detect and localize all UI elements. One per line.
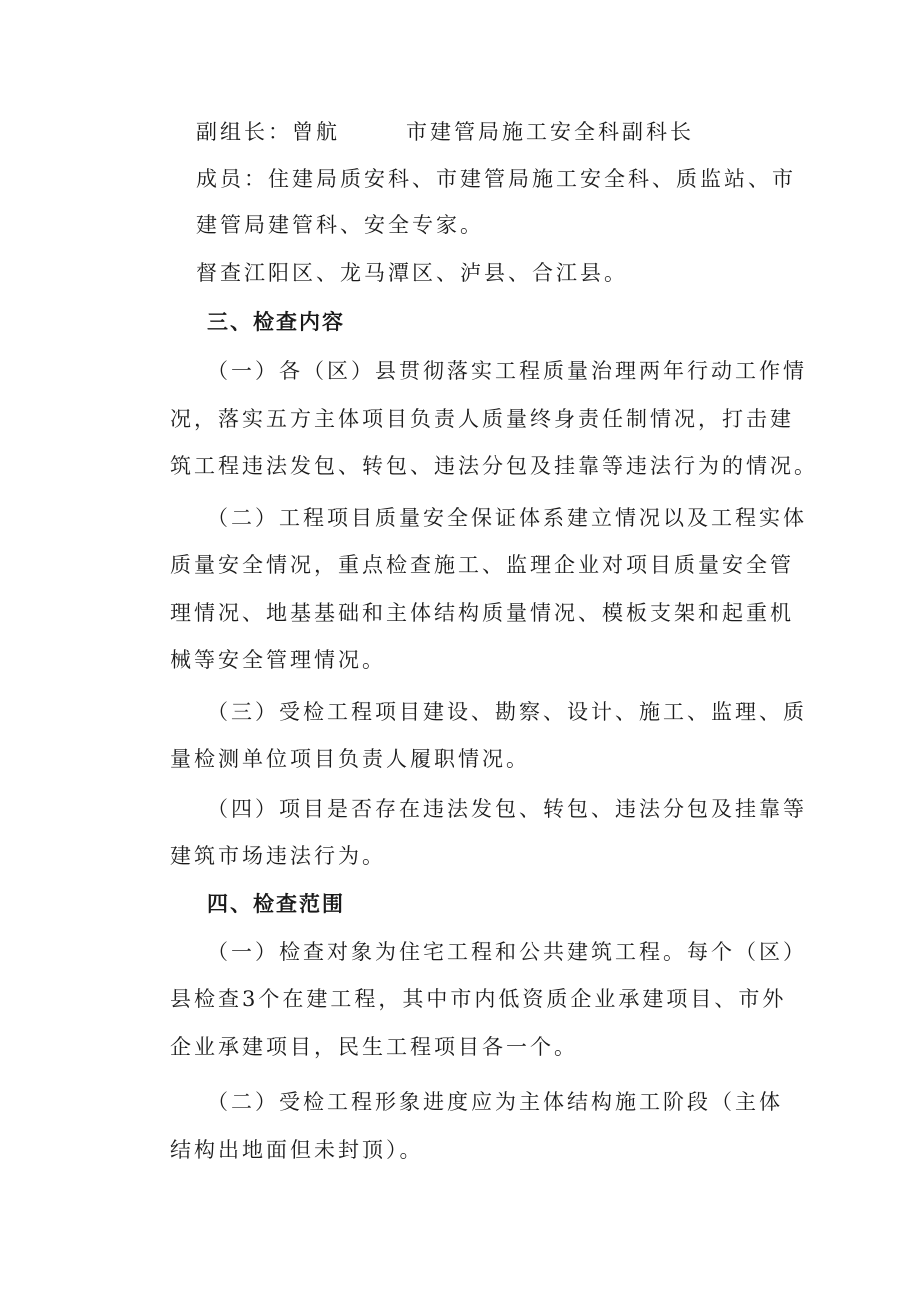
paragraph-5-line-3: 企业承建项目，民生工程项目各一个。 (170, 1035, 578, 1059)
deputy-leader-name: 副组长：曾航 (196, 120, 340, 144)
section-heading-3: 三、检查内容 (207, 310, 345, 334)
section-heading-4: 四、检查范围 (207, 892, 345, 916)
paragraph-3-line-1: （三）受检工程项目建设、勘察、设计、施工、监理、质 (207, 700, 807, 724)
deputy-leader-line (196, 117, 694, 147)
paragraph-4-line-1: （四）项目是否存在违法发包、转包、违法分包及挂靠等 (207, 797, 807, 821)
paragraph-5-line-1: （一）检查对象为住宅工程和公共建筑工程。每个（区） (207, 940, 807, 964)
paragraph-1-line-3: 筑工程违法发包、转包、违法分包及挂靠等违法行为的情况。 (170, 454, 818, 478)
paragraph-1-line-1: （一）各（区）县贯彻落实工程质量治理两年行动工作情 (207, 359, 807, 383)
paragraph-2-line-3: 理情况、地基基础和主体结构质量情况、模板支架和起重机 (170, 601, 794, 625)
paragraph-2-line-2: 质量安全情况，重点检查施工、监理企业对项目质量安全管 (170, 553, 794, 577)
paragraph-6-line-1: （二）受检工程形象进度应为主体结构施工阶段（主体 (207, 1090, 783, 1114)
paragraph-2-line-1: （二）工程项目质量安全保证体系建立情况以及工程实体 (207, 506, 807, 530)
paragraph-3-line-2: 量检测单位项目负责人履职情况。 (170, 747, 530, 771)
deputy-leader-title: 市建管局施工安全科副科长 (406, 120, 694, 144)
paragraph-2-line-4: 械等安全管理情况。 (170, 648, 386, 672)
members-line-1: 成员：住建局质安科、市建管局施工安全科、质监站、市 (196, 167, 796, 191)
paragraph-6-line-2: 结构出地面但未封顶）。 (170, 1138, 424, 1162)
supervision-areas: 督查江阳区、龙马潭区、泸县、合江县。 (196, 261, 628, 285)
members-line-2: 建管局建管科、安全专家。 (196, 213, 484, 237)
paragraph-1-line-2: 况，落实五方主体项目负责人质量终身责任制情况，打击建 (170, 407, 794, 431)
paragraph-4-line-2: 建筑市场违法行为。 (170, 844, 386, 868)
paragraph-5-line-2: 县检查3个在建工程，其中市内低资质企业承建项目、市外 (170, 987, 787, 1011)
